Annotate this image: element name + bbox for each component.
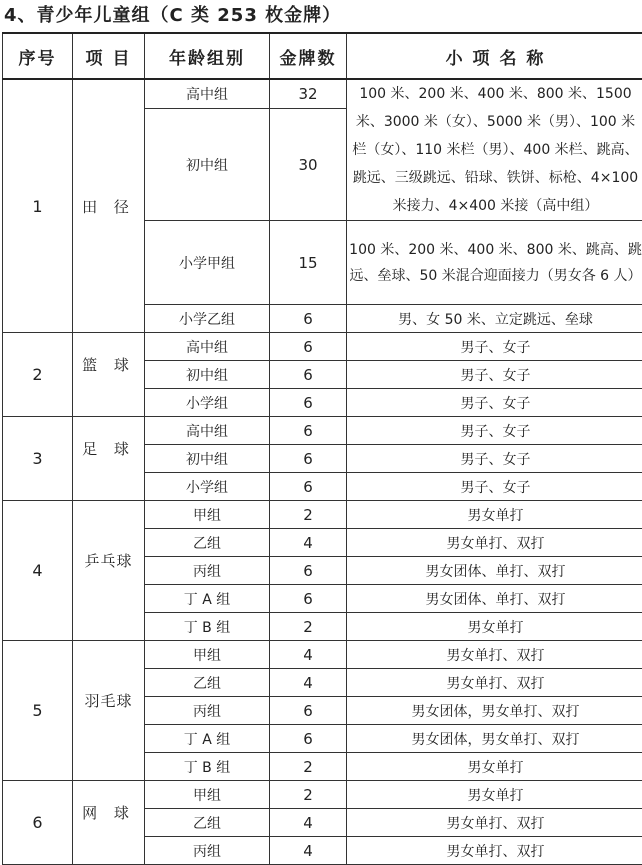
table-row [3,79,642,109]
age-group: 甲组 [145,781,270,809]
age-group: 小学甲组 [145,221,270,305]
sport-name-text: 篮 球 [82,354,135,375]
medal-count: 15 [270,221,347,305]
age-group: 乙组 [145,669,270,697]
medal-count: 6 [270,557,347,585]
event-list: 男女团体，男女单打、双打 [347,725,642,753]
medal-count: 6 [270,305,347,333]
age-group: 乙组 [145,529,270,557]
event-list: 男女单打 [347,753,642,781]
sport-name [73,641,145,781]
medal-count: 30 [270,109,347,221]
medal-count: 6 [270,333,347,361]
age-group: 小学组 [145,389,270,417]
medal-table [2,32,642,865]
event-list: 100 米、200 米、400 米、800 米、跳高、跳远、垒球、50 米混合迎面接力（男女各 6 人） [347,221,642,305]
sport-name [73,781,145,865]
event-list: 男女团体、单打、双打 [347,557,642,585]
age-group: 丁 A 组 [145,725,270,753]
medal-count: 4 [270,837,347,865]
age-group: 丙组 [145,557,270,585]
sport-index: 4 [3,501,73,641]
medal-count: 6 [270,725,347,753]
medal-count: 6 [270,445,347,473]
age-group: 初中组 [145,445,270,473]
age-group: 初中组 [145,361,270,389]
sport-index: 1 [3,79,73,333]
medal-count: 4 [270,641,347,669]
header-row [3,33,642,79]
event-list: 男女单打、双打 [347,837,642,865]
event-list: 男、女 50 米、立定跳远、垒球 [347,305,642,333]
event-list: 男女单打、双打 [347,809,642,837]
age-group: 高中组 [145,333,270,361]
medal-count: 32 [270,79,347,109]
event-list: 男女单打 [347,781,642,809]
event-list: 男女单打 [347,501,642,529]
header-events: 小 项 名 称 [347,33,642,79]
medal-count: 6 [270,417,347,445]
event-list: 男女团体、单打、双打 [347,585,642,613]
table-row [3,781,642,809]
table-row [3,333,642,361]
event-list: 100 米、200 米、400 米、800 米、1500 米、3000 米（女）、5000 米（男）、100 米栏（女）、110 米栏（男）、400 米栏、跳高、跳远、三级跳远、铅球、铁饼、标枪、4×100 米接力、4×400 米接（高中组） [347,79,642,221]
medal-count: 6 [270,361,347,389]
sport-name [73,333,145,417]
table-row [3,501,642,529]
age-group: 初中组 [145,109,270,221]
sport-name-text: 网 球 [82,802,135,823]
table-row [3,641,642,669]
age-group: 小学组 [145,473,270,501]
table-row [3,417,642,445]
sport-index: 5 [3,641,73,781]
medal-count: 4 [270,529,347,557]
sport-name [73,417,145,501]
age-group: 甲组 [145,641,270,669]
event-list: 男子、女子 [347,389,642,417]
age-group: 丁 B 组 [145,753,270,781]
medal-count: 6 [270,389,347,417]
medal-count: 6 [270,697,347,725]
sport-index: 2 [3,333,73,417]
age-group: 丙组 [145,697,270,725]
age-group: 乙组 [145,809,270,837]
sport-name: 田 径 [73,79,145,333]
medal-count: 4 [270,809,347,837]
event-list: 男女单打、双打 [347,641,642,669]
event-list: 男女单打、双打 [347,669,642,697]
sport-name-text: 乒乓球 [84,550,132,571]
event-list: 男子、女子 [347,333,642,361]
medal-count: 6 [270,473,347,501]
medal-count: 2 [270,501,347,529]
medal-count: 2 [270,781,347,809]
header-age-group: 年龄组别 [145,33,270,79]
medal-count: 4 [270,669,347,697]
age-group: 丁 B 组 [145,613,270,641]
event-list: 男女单打、双打 [347,529,642,557]
age-group: 高中组 [145,79,270,109]
age-group: 丙组 [145,837,270,865]
sport-name-text: 羽毛球 [84,690,132,711]
age-group: 丁 A 组 [145,585,270,613]
age-group: 甲组 [145,501,270,529]
event-list: 男女单打 [347,613,642,641]
document-title: 4、青少年儿童组（C 类 253 枚金牌） [4,2,341,30]
event-list: 男女团体，男女单打、双打 [347,697,642,725]
age-group: 高中组 [145,417,270,445]
event-list: 男子、女子 [347,361,642,389]
event-list: 男子、女子 [347,445,642,473]
medal-count: 2 [270,613,347,641]
sport-name-text: 足 球 [82,438,135,459]
sport-index: 3 [3,417,73,501]
sport-index: 6 [3,781,73,865]
header-medals: 金牌数 [270,33,347,79]
medal-count: 2 [270,753,347,781]
header-seq: 序号 [3,33,73,79]
event-list: 男子、女子 [347,473,642,501]
medal-count: 6 [270,585,347,613]
sport-name [73,501,145,641]
age-group: 小学乙组 [145,305,270,333]
event-list: 男子、女子 [347,417,642,445]
header-sport: 项 目 [73,33,145,79]
